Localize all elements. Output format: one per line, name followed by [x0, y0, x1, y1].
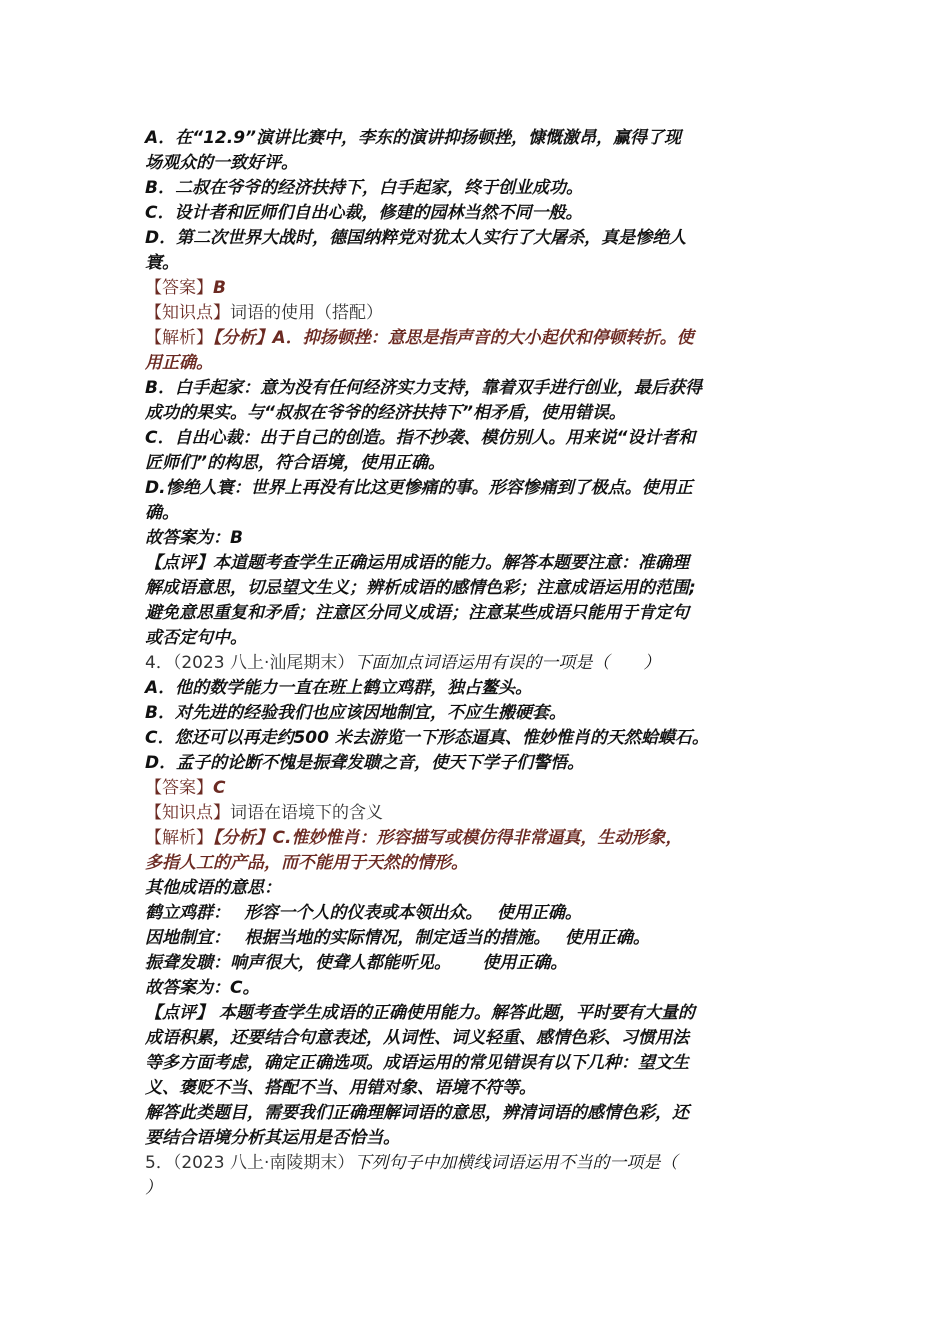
q5-stem-row [145, 1151, 815, 1176]
q4-final-answer: 故答案为：C。 [145, 978, 260, 998]
q4-comment-line2: 成语积累，还要结合句意表述，从词性、词义轻重、感情色彩、习惯用法 [145, 1028, 689, 1048]
analysis-sub-tag: 【分析】 [213, 828, 273, 848]
q3-option-d-line1: D．第二次世界大战时，德国纳粹党对犹太人实行了大屠杀，真是惨绝人 [145, 228, 687, 248]
q3-explain-c-1: C．自出心裁：出于自己的创造。指不抄袭、模仿别人。用来说“设计者和 [145, 428, 696, 448]
knowledge-value: 词语的使用（搭配） [230, 303, 383, 323]
q4-option-d: D．孟子的论断不愧是振聋发聩之音，使天下学子们警悟。 [145, 753, 585, 773]
answer-tag: 【答案】 [145, 778, 213, 798]
q3-analysis-row [145, 326, 815, 351]
q3-option-a-line2: 场观众的一致好评。 [145, 153, 298, 173]
q5-stem-line2: ） [145, 1178, 162, 1198]
question-source: （2023 八上·南陵期末） [172, 1153, 355, 1173]
answer-value: C [213, 778, 226, 798]
q3-explain-d-2: 确。 [145, 503, 179, 523]
question-number: 4． [145, 653, 173, 673]
q4-option-b: B．对先进的经验我们也应该因地制宜，不应生搬硬套。 [145, 703, 566, 723]
q3-explain-b-2: 成功的果实。与“叔叔在爷爷的经济扶持下”相矛盾，使用错误。 [145, 403, 626, 423]
q3-explain-d-1: D.惨绝人寰：世界上再没有比这更惨痛的事。形容惨痛到了极点。使用正 [145, 478, 693, 498]
q4-comment-line6: 要结合语境分析其运用是否恰当。 [145, 1128, 400, 1148]
q4-meaning-3: 振聋发聩：响声很大，使聋人都能听见。 使用正确。 [145, 953, 568, 973]
q4-comment-line3: 等多方面考虑，确定正确选项。成语运用的常见错误有以下几种：望文生 [145, 1053, 689, 1073]
analysis-tag: 【解析】 [145, 828, 213, 848]
q4-comment-row [145, 1001, 815, 1026]
q4-analysis-line2: 多指人工的产品，而不能用于天然的情形。 [145, 853, 468, 873]
question-stem: 下列句子中加横线词语运用不当的一项是（ [354, 1153, 678, 1173]
comment-tag: 【点评】 [145, 553, 213, 573]
q4-knowledge-row [145, 801, 815, 826]
q3-explain-b-1: B．白手起家：意为没有任何经济实力支持，靠着双手进行创业，最后获得 [145, 378, 702, 398]
document-body [145, 126, 815, 1201]
comment-tag: 【点评】 [145, 1003, 213, 1023]
q4-answer-row [145, 776, 815, 801]
analysis-text: C.惟妙惟肖：形容描写或模仿得非常逼真，生动形象， [272, 828, 683, 848]
analysis-sub-tag: 【分析】 [213, 328, 273, 348]
answer-value: B [213, 278, 226, 298]
knowledge-value: 词语在语境下的含义 [230, 803, 383, 823]
q3-comment-line4: 或否定句中。 [145, 628, 247, 648]
q3-option-a-line1: A．在“12.9”演讲比赛中，李东的演讲抑扬顿挫，慷慨激昂，赢得了现 [145, 128, 681, 148]
q3-option-d-line2: 寰。 [145, 253, 179, 273]
comment-text: 本题考查学生成语的正确使用能力。解答此题，平时要有大量的 [213, 1003, 695, 1023]
knowledge-tag: 【知识点】 [145, 803, 230, 823]
q4-comment-line5: 解答此类题目，需要我们正确理解词语的意思，辨清词语的感情色彩，还 [145, 1103, 689, 1123]
question-source: （2023 八上·汕尾期末） [172, 653, 355, 673]
q3-comment-line2: 解成语意思，切忌望文生义；辨析成语的感情色彩；注意成语运用的范围; [145, 578, 696, 598]
q3-answer-row [145, 276, 815, 301]
q4-meaning-1: 鹤立鸡群： 形容一个人的仪表或本领出众。 使用正确。 [145, 903, 582, 923]
analysis-tag: 【解析】 [145, 328, 213, 348]
q4-meaning-2: 因地制宜： 根据当地的实际情况，制定适当的措施。 使用正确。 [145, 928, 650, 948]
q3-explain-c-2: 匠师们”的构思，符合语境，使用正确。 [145, 453, 445, 473]
q4-other-meanings: 其他成语的意思： [145, 878, 281, 898]
q3-option-c: C．设计者和匠师们自出心裁，修建的园林当然不同一般。 [145, 203, 583, 223]
q4-option-c: C．您还可以再走约500 米去游览一下形态逼真、惟妙惟肖的天然蛤蟆石。 [145, 728, 709, 748]
question-number: 5． [145, 1153, 173, 1173]
knowledge-tag: 【知识点】 [145, 303, 230, 323]
question-stem: 下面加点词语运用有误的一项是（ ） [354, 653, 661, 673]
answer-tag: 【答案】 [145, 278, 213, 298]
q4-stem-row [145, 651, 815, 676]
comment-text: 本道题考查学生正确运用成语的能力。解答本题要注意：准确理 [213, 553, 689, 573]
q3-final-answer: 故答案为：B [145, 528, 243, 548]
q4-option-a: A．他的数学能力一直在班上鹤立鸡群，独占鳌头。 [145, 678, 533, 698]
q4-comment-line4: 义、褒贬不当、搭配不当、用错对象、语境不符等。 [145, 1078, 536, 1098]
analysis-text: A．抑扬顿挫：意思是指声音的大小起伏和停顿转折。使 [272, 328, 694, 348]
q3-analysis-line2: 用正确。 [145, 353, 213, 373]
q3-knowledge-row [145, 301, 815, 326]
q3-comment-line3: 避免意思重复和矛盾；注意区分同义成语；注意某些成语只能用于肯定句 [145, 603, 689, 623]
q4-analysis-row [145, 826, 815, 851]
q3-option-b: B．二叔在爷爷的经济扶持下，白手起家，终于创业成功。 [145, 178, 583, 198]
q3-comment-row [145, 551, 815, 576]
